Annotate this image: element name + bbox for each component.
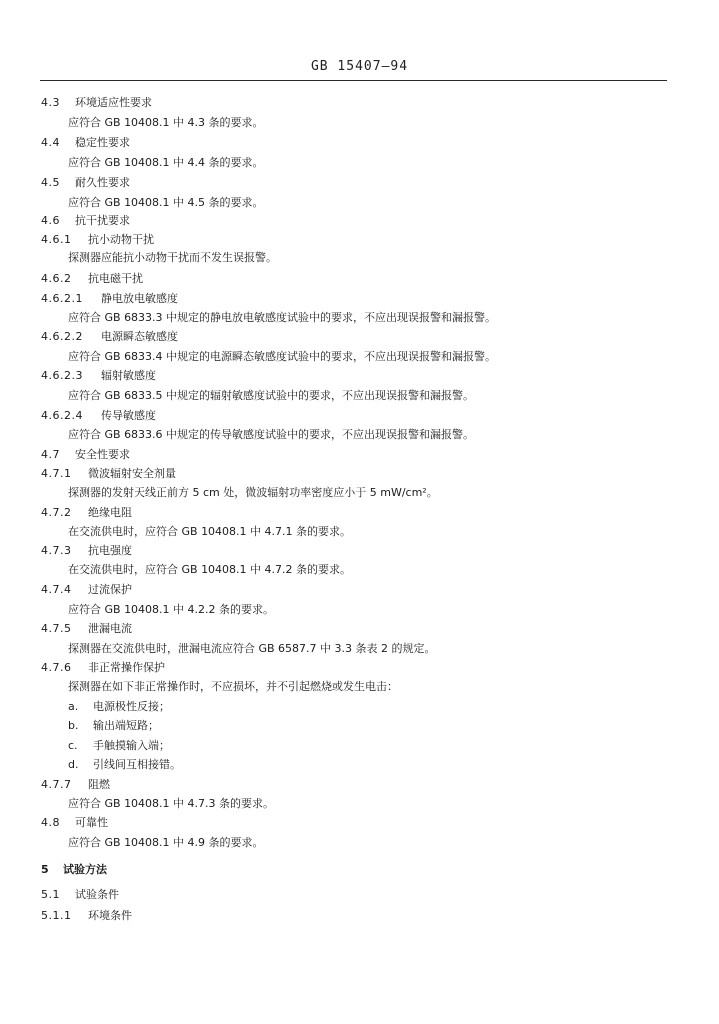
list-item-marker: a. [68, 700, 79, 713]
clause-title: 辐射敏感度 [101, 369, 156, 382]
paragraph-text: 应符合 GB 10408.1 中 4.2.2 条的要求。 [68, 603, 275, 616]
clause-number: 4.7.7 [41, 778, 72, 791]
clause-title: 传导敏感度 [101, 409, 156, 422]
clause-title: 非正常操作保护 [88, 661, 165, 674]
list-item-text: 手触摸输入端； [93, 739, 170, 752]
paragraph-text: 探测器应能抗小动物干扰而不发生误报警。 [68, 251, 277, 264]
paragraph-text: 应符合 GB 6833.5 中规定的辐射敏感度试验中的要求，不应出现误报警和漏报警。 [68, 389, 475, 402]
list-item-text: 输出端短路； [93, 719, 159, 732]
clause-number: 4.6 [41, 214, 60, 227]
clause-number: 4.7.5 [41, 622, 72, 635]
clause-number: 4.7 [41, 448, 60, 461]
clause-number: 5 [41, 863, 50, 876]
paragraph-text: 应符合 GB 6833.4 中规定的电源瞬态敏感度试验中的要求，不应出现误报警和漏报警。 [68, 350, 497, 363]
clause-number: 4.7.6 [41, 661, 72, 674]
clause-number: 4.5 [41, 176, 60, 189]
clause-title: 静电放电敏感度 [101, 292, 178, 305]
paragraph-text: 应符合 GB 6833.6 中规定的传导敏感度试验中的要求，不应出现误报警和漏报警。 [68, 428, 475, 441]
clause-title: 抗干扰要求 [75, 214, 130, 227]
clause-title: 可靠性 [75, 816, 108, 829]
clause-title: 试验条件 [75, 888, 119, 901]
list-item-marker: b. [68, 719, 79, 732]
clause-title: 电源瞬态敏感度 [101, 330, 178, 343]
clause-number: 4.7.4 [41, 583, 72, 596]
clause-title: 耐久性要求 [75, 176, 130, 189]
clause-number: 4.6.2.2 [41, 330, 83, 343]
paragraph-text: 应符合 GB 10408.1 中 4.4 条的要求。 [68, 156, 264, 169]
clause-number: 4.7.2 [41, 506, 72, 519]
clause-number: 5.1.1 [41, 909, 72, 922]
clause-title: 安全性要求 [75, 448, 130, 461]
clause-title: 抗电磁干扰 [88, 272, 143, 285]
clause-number: 4.6.1 [41, 233, 72, 246]
clause-number: 4.4 [41, 136, 60, 149]
paragraph-text: 应符合 GB 10408.1 中 4.3 条的要求。 [68, 116, 264, 129]
clause-number: 4.3 [41, 96, 60, 109]
paragraph-text: 应符合 GB 6833.3 中规定的静电放电敏感度试验中的要求，不应出现误报警和漏报警。 [68, 311, 497, 324]
clause-title: 抗电强度 [88, 544, 132, 557]
paragraph-text: 应符合 GB 10408.1 中 4.5 条的要求。 [68, 196, 264, 209]
clause-title: 阻燃 [88, 778, 110, 791]
clause-title: 泄漏电流 [88, 622, 132, 635]
list-item-text: 电源极性反接； [93, 700, 170, 713]
list-item-marker: c. [68, 739, 78, 752]
standard-code-header: GB 15407—94 [310, 59, 409, 74]
paragraph-text: 探测器在交流供电时，泄漏电流应符合 GB 6587.7 中 3.3 条表 2 的规定。 [68, 642, 436, 655]
clause-number: 5.1 [41, 888, 60, 901]
paragraph-text: 应符合 GB 10408.1 中 4.7.3 条的要求。 [68, 797, 275, 810]
list-item-text: 引线间互相接错。 [93, 758, 181, 771]
clause-title: 稳定性要求 [75, 136, 130, 149]
paragraph-text: 在交流供电时，应符合 GB 10408.1 中 4.7.2 条的要求。 [68, 563, 352, 576]
clause-title: 绝缘电阻 [88, 506, 132, 519]
clause-number: 4.6.2.3 [41, 369, 83, 382]
list-item-marker: d. [68, 758, 79, 771]
clause-title: 过流保护 [88, 583, 132, 596]
clause-title: 微波辐射安全剂量 [88, 467, 176, 480]
clause-title: 环境适应性要求 [75, 96, 152, 109]
clause-number: 4.7.3 [41, 544, 72, 557]
clause-title: 环境条件 [88, 909, 132, 922]
paragraph-text: 探测器的发射天线正前方 5 cm 处，微波辐射功率密度应小于 5 mW/cm²。 [68, 486, 438, 499]
paragraph-text: 探测器在如下非正常操作时，不应损坏，并不引起燃烧或发生电击： [68, 680, 398, 693]
header-rule [40, 80, 667, 81]
clause-number: 4.6.2.4 [41, 409, 83, 422]
clause-number: 4.7.1 [41, 467, 72, 480]
paragraph-text: 应符合 GB 10408.1 中 4.9 条的要求。 [68, 836, 264, 849]
clause-title: 抗小动物干扰 [88, 233, 154, 246]
paragraph-text: 在交流供电时，应符合 GB 10408.1 中 4.7.1 条的要求。 [68, 525, 352, 538]
clause-title: 试验方法 [63, 863, 107, 876]
clause-number: 4.6.2 [41, 272, 72, 285]
clause-number: 4.8 [41, 816, 60, 829]
clause-number: 4.6.2.1 [41, 292, 83, 305]
